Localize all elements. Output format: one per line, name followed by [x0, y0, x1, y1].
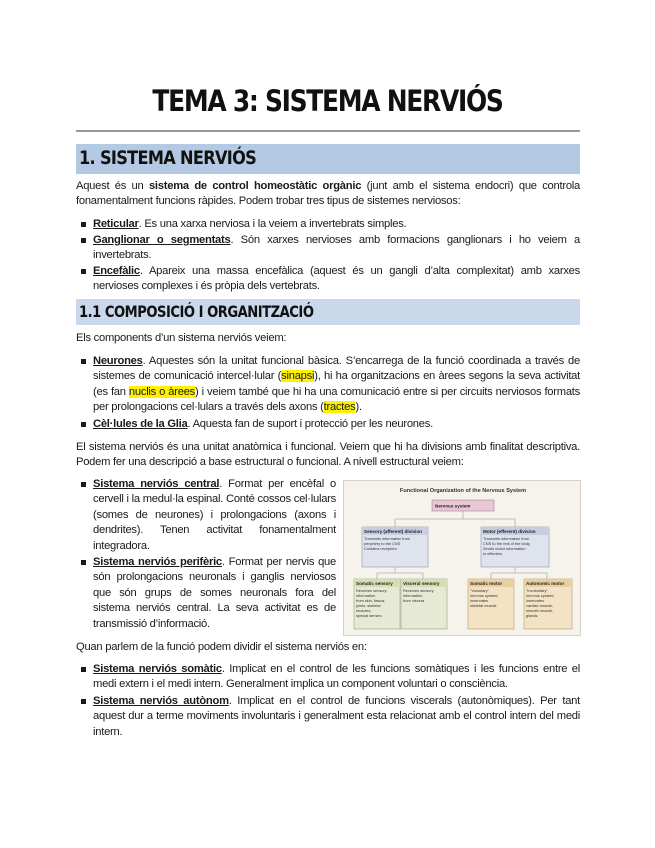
- motor-division-box: [481, 527, 549, 567]
- somatic-motor-line: "Voluntary": [470, 588, 489, 593]
- sensory-line: Contains receptors: [364, 546, 397, 551]
- desc: . Format per encèfal o cervell i la medul·la espinal. Conté cossos cel·lulars (somes de neurones) i prolongacions (axons i dendrites). Tenen activitat fonamentalment integradora.: [93, 478, 336, 552]
- figure-title: Functional Organization of the Nervous System: [399, 488, 527, 494]
- term: Sistema nerviós perifèric: [93, 556, 222, 568]
- list-item-ganglionar: [93, 233, 580, 264]
- bullet-icon: [81, 667, 86, 672]
- desc: . Apareix una massa encefàlica (aquest és un gangli d’alta complexitat) amb xarxes nervioses complexes i és pròpia dels vertebrats.: [93, 265, 580, 293]
- bullet-icon: [81, 422, 86, 427]
- section-1-1-heading: [76, 299, 580, 325]
- figure-diagram: [344, 481, 582, 637]
- nervous-system-figure: [343, 480, 581, 636]
- desc: . Es una xarxa nerviosa i la veiem a invertebrats simples.: [138, 218, 407, 230]
- root-label: Nervous system: [435, 503, 471, 509]
- autonomic-motor-line: smooth muscle,: [526, 608, 554, 613]
- visceral-sensory-box: [401, 579, 447, 629]
- intro-bold: sistema de control homeostàtic orgànic: [148, 180, 362, 192]
- desc-part: ), hi ha organitzacions en àrees segons la seva activitat (es fan: [93, 370, 581, 398]
- list-item-autonomic: [93, 694, 580, 740]
- autonomic-motor-line: innervates: [526, 598, 544, 603]
- desc: . Aquesta fan de suport i protecció per les neurones.: [187, 418, 433, 430]
- term: Sistema nerviós central: [93, 478, 220, 490]
- term: Cèl·lules de la Glia: [93, 418, 188, 430]
- list-item-snc: [93, 477, 336, 554]
- motor-line: Transmits information from: [483, 536, 530, 541]
- visceral-sensory-line: information: [403, 593, 423, 598]
- motor-line: CNS to the rest of the body: [483, 541, 530, 546]
- autonomic-motor-line: nervous system;: [526, 593, 555, 598]
- term: Sistema nerviós somàtic: [93, 663, 222, 675]
- highlight-sinapsi: sinapsi: [281, 370, 315, 383]
- motor-label: Motor (efferent) division: [483, 529, 536, 534]
- term: Sistema nerviós autònom: [93, 695, 229, 707]
- section-1-heading-text: 1. SISTEMA NERVIÓS: [79, 147, 257, 169]
- somatic-sensory-line: joints, skeletal: [356, 603, 381, 608]
- somatic-sensory-line: from skin, fascia,: [356, 598, 386, 603]
- term: Neurones: [93, 355, 143, 367]
- desc-part: . Aquestes són la unitat funcional bàsica. S’encarrega de la funció coordinada a través de sistemes de comunicació intercel·lular (: [93, 355, 580, 383]
- bullet-icon: [81, 699, 86, 704]
- somatic-motor-box: [468, 579, 514, 629]
- structural-intro: El sistema nerviós és una unitat anatòmica i funcional. Veiem que hi ha divisions amb finalitat descriptiva. Podem fer una descripció a base estructural o funcional. A nivell estructural veiem:: [76, 441, 580, 469]
- list-item-somatic: [93, 662, 580, 693]
- somatic-sensory-line: Receives sensory: [356, 588, 387, 593]
- intro-pre: Aquest és un: [76, 180, 149, 192]
- autonomic-motor-box: [524, 579, 572, 629]
- autonomic-motor-line: glands: [526, 613, 538, 618]
- list-item-encefalic: [93, 264, 580, 295]
- sensory-label: Sensory (afferent) division: [364, 529, 422, 534]
- highlight-tractes: tractes: [323, 401, 356, 414]
- desc: . Format per nervis que són prolongacions neuronals i ganglis nerviosos que són grups de somes neuronals fora del sistema nerviós central. La seva activitat es de transmissió d’informació.: [93, 556, 336, 630]
- autonomic-motor-line: "Involuntary": [526, 588, 548, 593]
- bullet-icon: [81, 482, 86, 487]
- list-item-snp: [93, 555, 336, 632]
- somatic-motor-line: innervates: [470, 598, 488, 603]
- highlight-nuclis: nuclis o àrees: [128, 385, 196, 398]
- bullet-icon: [81, 269, 86, 274]
- visceral-sensory-line: Receives sensory: [403, 588, 434, 593]
- bullet-icon: [81, 238, 86, 243]
- somatic-sensory-line: special senses: [356, 613, 382, 618]
- intro-post: (junt amb el sistema endocri) que controla fonamentalment funcions ràpides. Podem trobar tres tipus de sistemes nerviosos:: [76, 180, 581, 208]
- sensory-line: periphery to the CNS: [364, 541, 401, 546]
- somatic-sensory-box: [354, 579, 400, 629]
- section-1-1-heading-text: 1.1 COMPOSICIÓ I ORGANITZACIÓ: [79, 302, 314, 321]
- sensory-division-box: [362, 527, 428, 567]
- somatic-sensory-line: information: [356, 593, 376, 598]
- somatic-motor-line: nervous system;: [470, 593, 499, 598]
- term: Encefàlic: [93, 265, 140, 277]
- list-item-neurones: [93, 354, 580, 416]
- functional-intro: Quan parlem de la funció podem dividir el sistema nerviós en:: [76, 641, 367, 653]
- term: Ganglionar o segmentats: [93, 234, 231, 246]
- autonomic-motor-label: Autonomic motor: [526, 581, 565, 586]
- bullet-icon: [81, 560, 86, 565]
- somatic-motor-line: skeletal muscle: [470, 603, 497, 608]
- components-intro: Els components d’un sistema nerviós veiem:: [76, 332, 287, 344]
- desc-part: ).: [355, 401, 362, 414]
- list-item-glia: [93, 417, 580, 432]
- title-rule: [76, 130, 580, 132]
- list-item-reticular: [93, 217, 580, 232]
- bullet-icon: [81, 222, 86, 227]
- bullet-icon: [81, 359, 86, 364]
- desc: . Són xarxes nervioses amb formacions ganglionars i ho veiem a invertebrats.: [93, 234, 580, 262]
- visceral-sensory-label: Visceral sensory: [403, 581, 440, 586]
- section-1-heading: [76, 144, 580, 174]
- desc: . Implicat en el control de funcions viscerals (autonòmiques). Per tant aquest dur a terme moviments involuntaris i generalment esta relacionat amb el control intern del medi intern.: [93, 695, 580, 738]
- motor-line: to effectors: [483, 551, 503, 556]
- term: Reticular: [93, 218, 139, 230]
- somatic-motor-label: Somatic motor: [470, 581, 503, 586]
- section-1-intro: [76, 179, 580, 210]
- visceral-sensory-line: from viscera: [403, 598, 425, 603]
- motor-line: Sends motor information: [483, 546, 526, 551]
- somatic-sensory-label: Somatic sensory: [356, 581, 393, 586]
- desc-part: ) i veiem també que hi ha una comunicació entre si per circuits nerviosos formats per prolongacions cel·lulars a través dels axons (: [93, 385, 580, 414]
- document-title: TEMA 3: SISTEMA NERVIÓS: [152, 84, 503, 118]
- sensory-line: Transmits information from: [364, 536, 411, 541]
- desc: . Implicat en el control de les funcions somàtiques i les funcions entre el medi extern i el medi intern. Generalment implica un component voluntari o consciència.: [93, 663, 581, 691]
- somatic-sensory-line: muscles,: [356, 608, 372, 613]
- autonomic-motor-line: cardiac muscle,: [526, 603, 554, 608]
